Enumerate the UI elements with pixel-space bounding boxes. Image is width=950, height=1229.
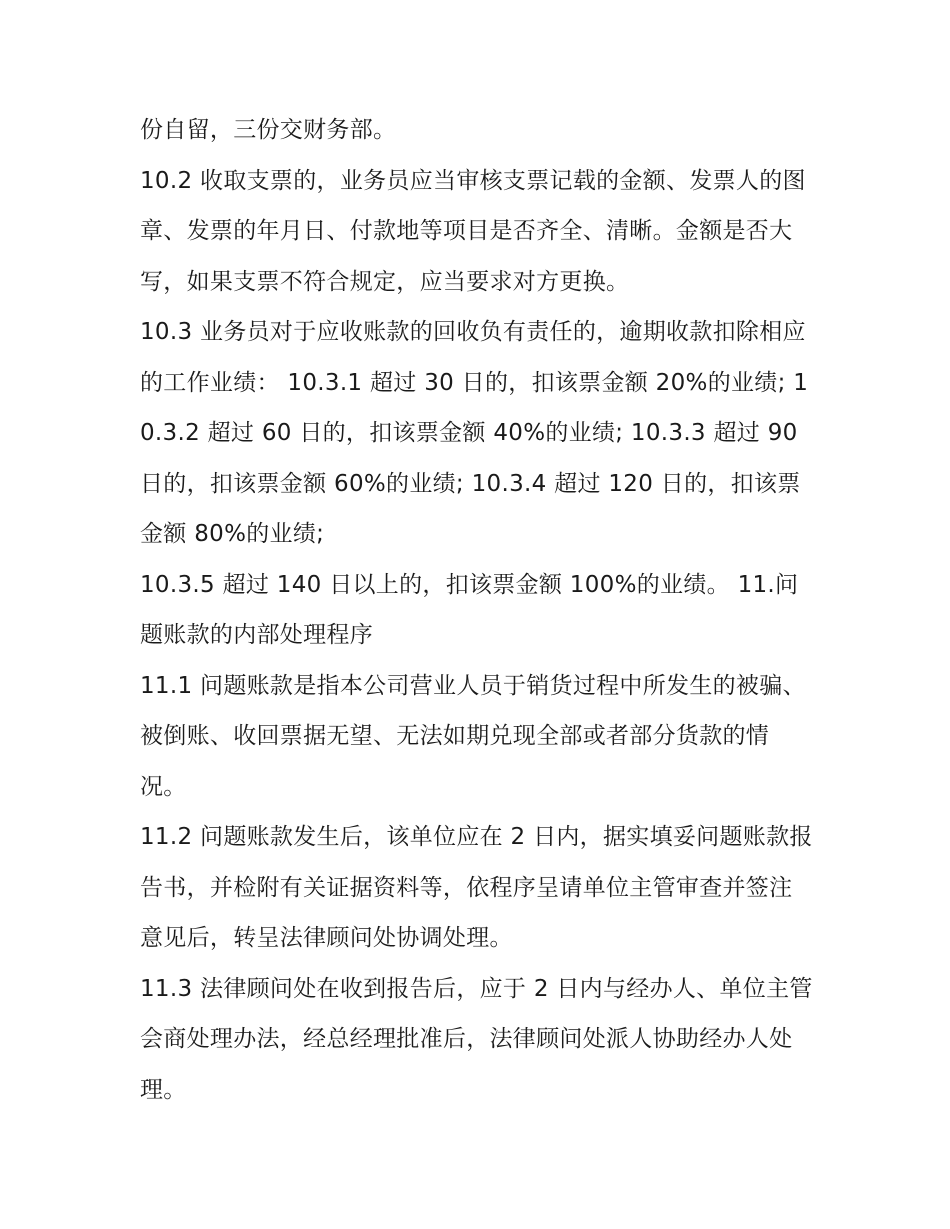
paragraph-10-2: 10.2 收取支票的，业务员应当审核支票记载的金额、发票人的图章、发票的年月日、付款地等项目是否齐全、清晰。金额是否大写，如果支票不符合规定，应当要求对方更换。 <box>140 167 806 295</box>
paragraph-10-3: 10.3 业务员对于应收账款的回收负有责任的，逾期收款扣除相应的工作业绩： 10.3.1 超过 30 日的，扣该票金额 20%的业绩; 10.3.2 超过 60 日的，扣该票金额 40%的业绩; 10.3.3 超过 90 日的，扣该票金额 60%的业绩; 10.3.4 超过 120 日的，扣该票金额 80%的业绩; <box>140 319 809 547</box>
paragraph-10-3-5: 10.3.5 超过 140 日以上的，扣该票金额 100%的业绩。 11.问题账款的内部处理程序 <box>140 571 799 648</box>
document-body <box>140 105 815 1115</box>
paragraph-11-1: 11.1 问题账款是指本公司营业人员于销货过程中所发生的被骗、被倒账、收回票据无望、无法如期兑现全部或者部分货款的情况。 <box>140 672 806 800</box>
paragraph-11-3: 11.3 法律顾问处在收到报告后，应于 2 日内与经办人、单位主管会商处理办法，经总经理批准后，法律顾问处派人协助经办人处理。 <box>140 975 813 1103</box>
paragraph-11-2: 11.2 问题账款发生后，该单位应在 2 日内，据实填妥问题账款报告书，并检附有关证据资料等，依程序呈请单位主管审查并签注意见后，转呈法律顾问处协调处理。 <box>140 824 813 951</box>
paragraph-continuation: 份自留，三份交财务部。 <box>140 117 397 143</box>
